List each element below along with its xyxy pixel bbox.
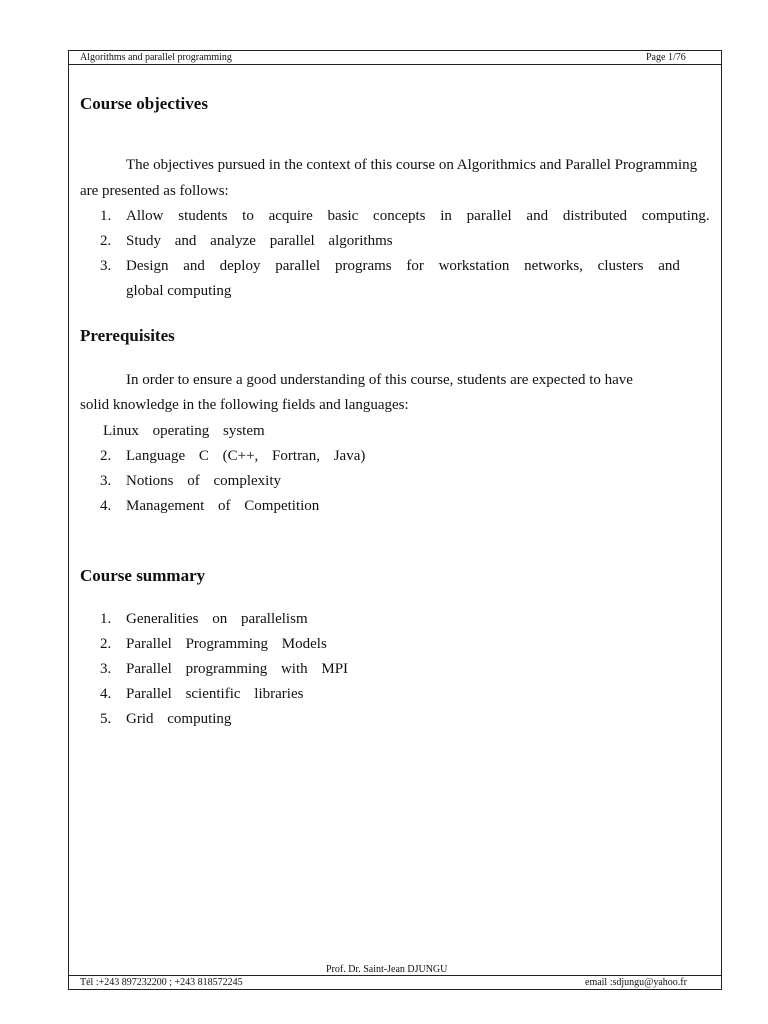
list-item-text: Allow students to acquire basic concepts in parallel and distributed computing. [126,208,710,224]
list-item [100,657,348,682]
footer-divider [68,975,722,976]
list-item [100,204,710,229]
list-item-continuation [100,279,710,304]
list-item-number: 3. [100,473,112,489]
list-item [100,682,348,707]
list-item-number: 3. [100,661,112,677]
list-item [100,494,365,519]
list-item-text: Design and deploy parallel programs for workstation networks, clusters and [126,258,680,274]
list-item-text: Generalities on parallelism [126,611,308,627]
list-item-number: 1. [100,208,112,224]
objectives-intro-line1: The objectives pursued in the context of this course on Algorithmics and Parallel Programming [126,157,698,173]
list-item-number: 1. [100,611,112,627]
list-item-text: global computing [126,283,232,299]
list-item [100,607,348,632]
objectives-intro-line2: are presented as follows: [80,183,229,199]
prerequisites-intro-line2: solid knowledge in the following fields and languages: [80,397,409,413]
list-item-number: 2. [100,448,112,464]
list-item-number: 3. [100,258,112,274]
footer-phone: Tél :+243 897232200 ; +243 818572245 [80,977,243,988]
list-item-text: Parallel Programming Models [126,636,327,652]
objectives-list [100,204,710,304]
list-item-number: 2. [100,233,112,249]
footer-author: Prof. Dr. Saint-Jean DJUNGU [326,964,448,975]
list-item [100,254,710,279]
list-item-text: Notions of complexity [126,473,281,489]
prerequisites-list [100,444,365,519]
prerequisites-first-item [103,419,265,444]
list-item [100,632,348,657]
objectives-heading: Course objectives [80,94,208,113]
list-item-text: Parallel programming with MPI [126,661,349,677]
list-item-text: Parallel scientific libraries [126,686,304,702]
list-item-text: Grid computing [126,711,232,727]
list-item-number: 5. [100,711,112,727]
list-item-number: 2. [100,636,112,652]
prerequisites-heading: Prerequisites [80,326,175,345]
summary-heading: Course summary [80,566,206,585]
list-item-text: Language C (C++, Fortran, Java) [126,448,366,464]
list-item-number: 4. [100,686,112,702]
list-item-text: Linux operating system [103,423,265,439]
prerequisites-intro-line1: In order to ensure a good understanding of this course, students are expected to have [126,372,633,388]
list-item-text: Study and analyze parallel algorithms [126,233,393,249]
list-item [100,707,348,732]
list-item [100,444,365,469]
list-item-text: Management of Competition [126,498,320,514]
list-item [103,419,265,444]
header-title: Algorithms and parallel programming [80,52,232,63]
list-item-number: 4. [100,498,112,514]
header-page-number: Page 1/76 [646,52,686,63]
summary-list [100,607,348,732]
list-item [100,229,710,254]
footer-email: email :sdjungu@yahoo.fr [585,977,687,988]
list-item [100,469,365,494]
header-divider [68,64,722,65]
